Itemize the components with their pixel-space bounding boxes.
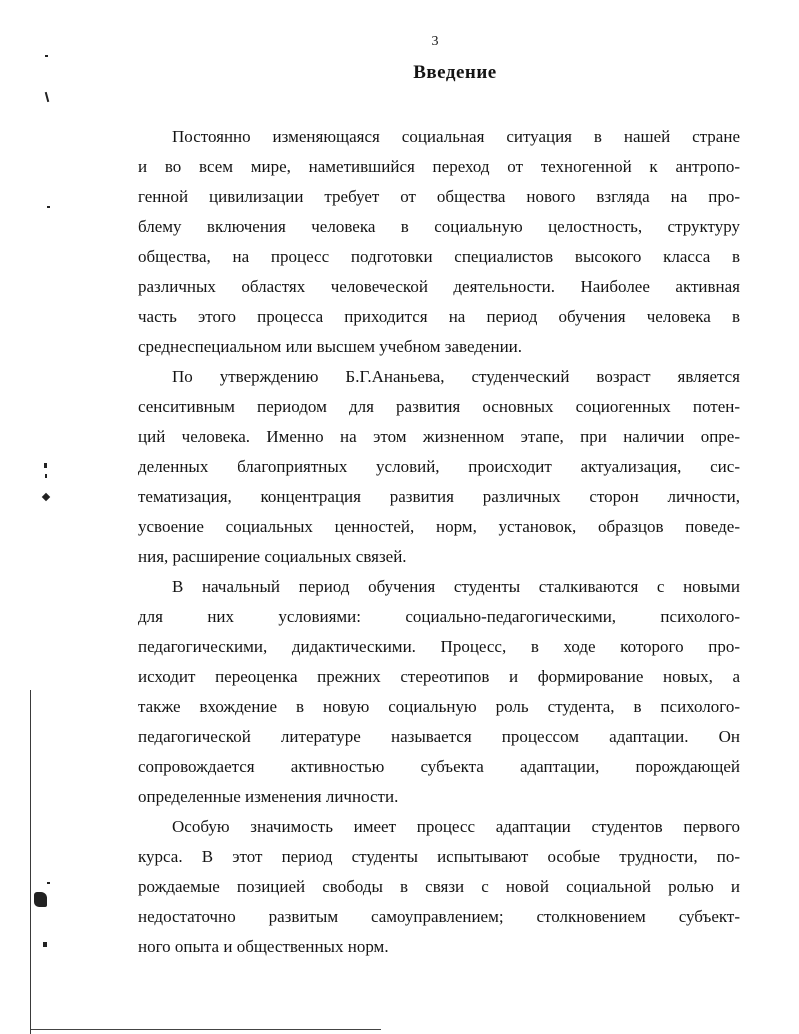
scan-speck <box>43 942 47 947</box>
text-line: общества, на процесс подготовки специалистов высокого класса в <box>138 247 740 266</box>
text-line: В начальный период обучения студенты сталкиваются с новыми <box>172 577 740 596</box>
scan-speck <box>47 882 50 884</box>
text-line: сопровождается активностью субъекта адаптации, порождающей <box>138 757 740 776</box>
text-line: педагогическими, дидактическими. Процесс, в ходе которого про- <box>138 637 740 656</box>
scan-bottom-line <box>31 1029 381 1030</box>
text-line: недостаточно развитым самоуправлением; столкновением субъект- <box>138 907 740 926</box>
text-line: Постоянно изменяющаяся социальная ситуация в нашей стране <box>172 127 740 146</box>
text-line: ного опыта и общественных норм. <box>138 937 389 956</box>
text-line: среднеспециальном или высшем учебном заведении. <box>138 337 523 356</box>
text-line: усвоение социальных ценностей, норм, установок, образцов поведе- <box>138 517 740 536</box>
text-line: Особую значимость имеет процесс адаптации студентов первого <box>172 817 740 836</box>
text-line: для них условиями: социально-педагогическими, психолого- <box>138 607 740 626</box>
text-line: также вхождение в новую социальную роль студента, в психолого- <box>138 697 740 716</box>
text-line: тематизация, концентрация развития различных сторон личности, <box>138 487 740 506</box>
text-line: сенситивным периодом для развития основных социогенных потен- <box>138 397 740 416</box>
scan-speck <box>47 206 50 208</box>
text-line: генной цивилизации требует от общества нового взгляда на про- <box>138 187 740 206</box>
text-line: часть этого процесса приходится на период обучения человека в <box>138 307 740 326</box>
scan-speck <box>45 474 47 478</box>
page-number: 3 <box>431 34 439 49</box>
text-line: педагогической литературе называется процессом адаптации. Он <box>138 727 740 746</box>
text-line: различных областях человеческой деятельности. Наиболее активная <box>138 277 740 296</box>
scan-margin-line <box>30 690 31 1034</box>
text-line: курса. В этот период студенты испытывают особые трудности, по- <box>138 847 740 866</box>
text-line: ния, расширение социальных связей. <box>138 547 407 566</box>
text-line: блему включения человека в социальную целостность, структуру <box>138 217 740 236</box>
text-line: По утверждению Б.Г.Ананьева, студенческий возраст является <box>172 367 740 386</box>
section-title: Введение <box>413 62 497 83</box>
scan-speck <box>42 493 50 501</box>
text-line: определенные изменения личности. <box>138 787 399 806</box>
scan-speck <box>45 55 48 57</box>
scan-speck <box>44 463 47 468</box>
text-line: ций человека. Именно на этом жизненном этапе, при наличии опре- <box>138 427 740 446</box>
text-line: и во всем мире, наметившийся переход от техногенной к антропо- <box>138 157 740 176</box>
text-line: рождаемые позицией свободы в связи с новой социальной ролью и <box>138 877 740 896</box>
scan-speck <box>34 892 47 907</box>
text-line: исходит переоценка прежних стереотипов и формирование новых, а <box>138 667 740 686</box>
scan-speck <box>45 92 50 102</box>
text-line: деленных благоприятных условий, происходит актуализация, сис- <box>138 457 740 476</box>
